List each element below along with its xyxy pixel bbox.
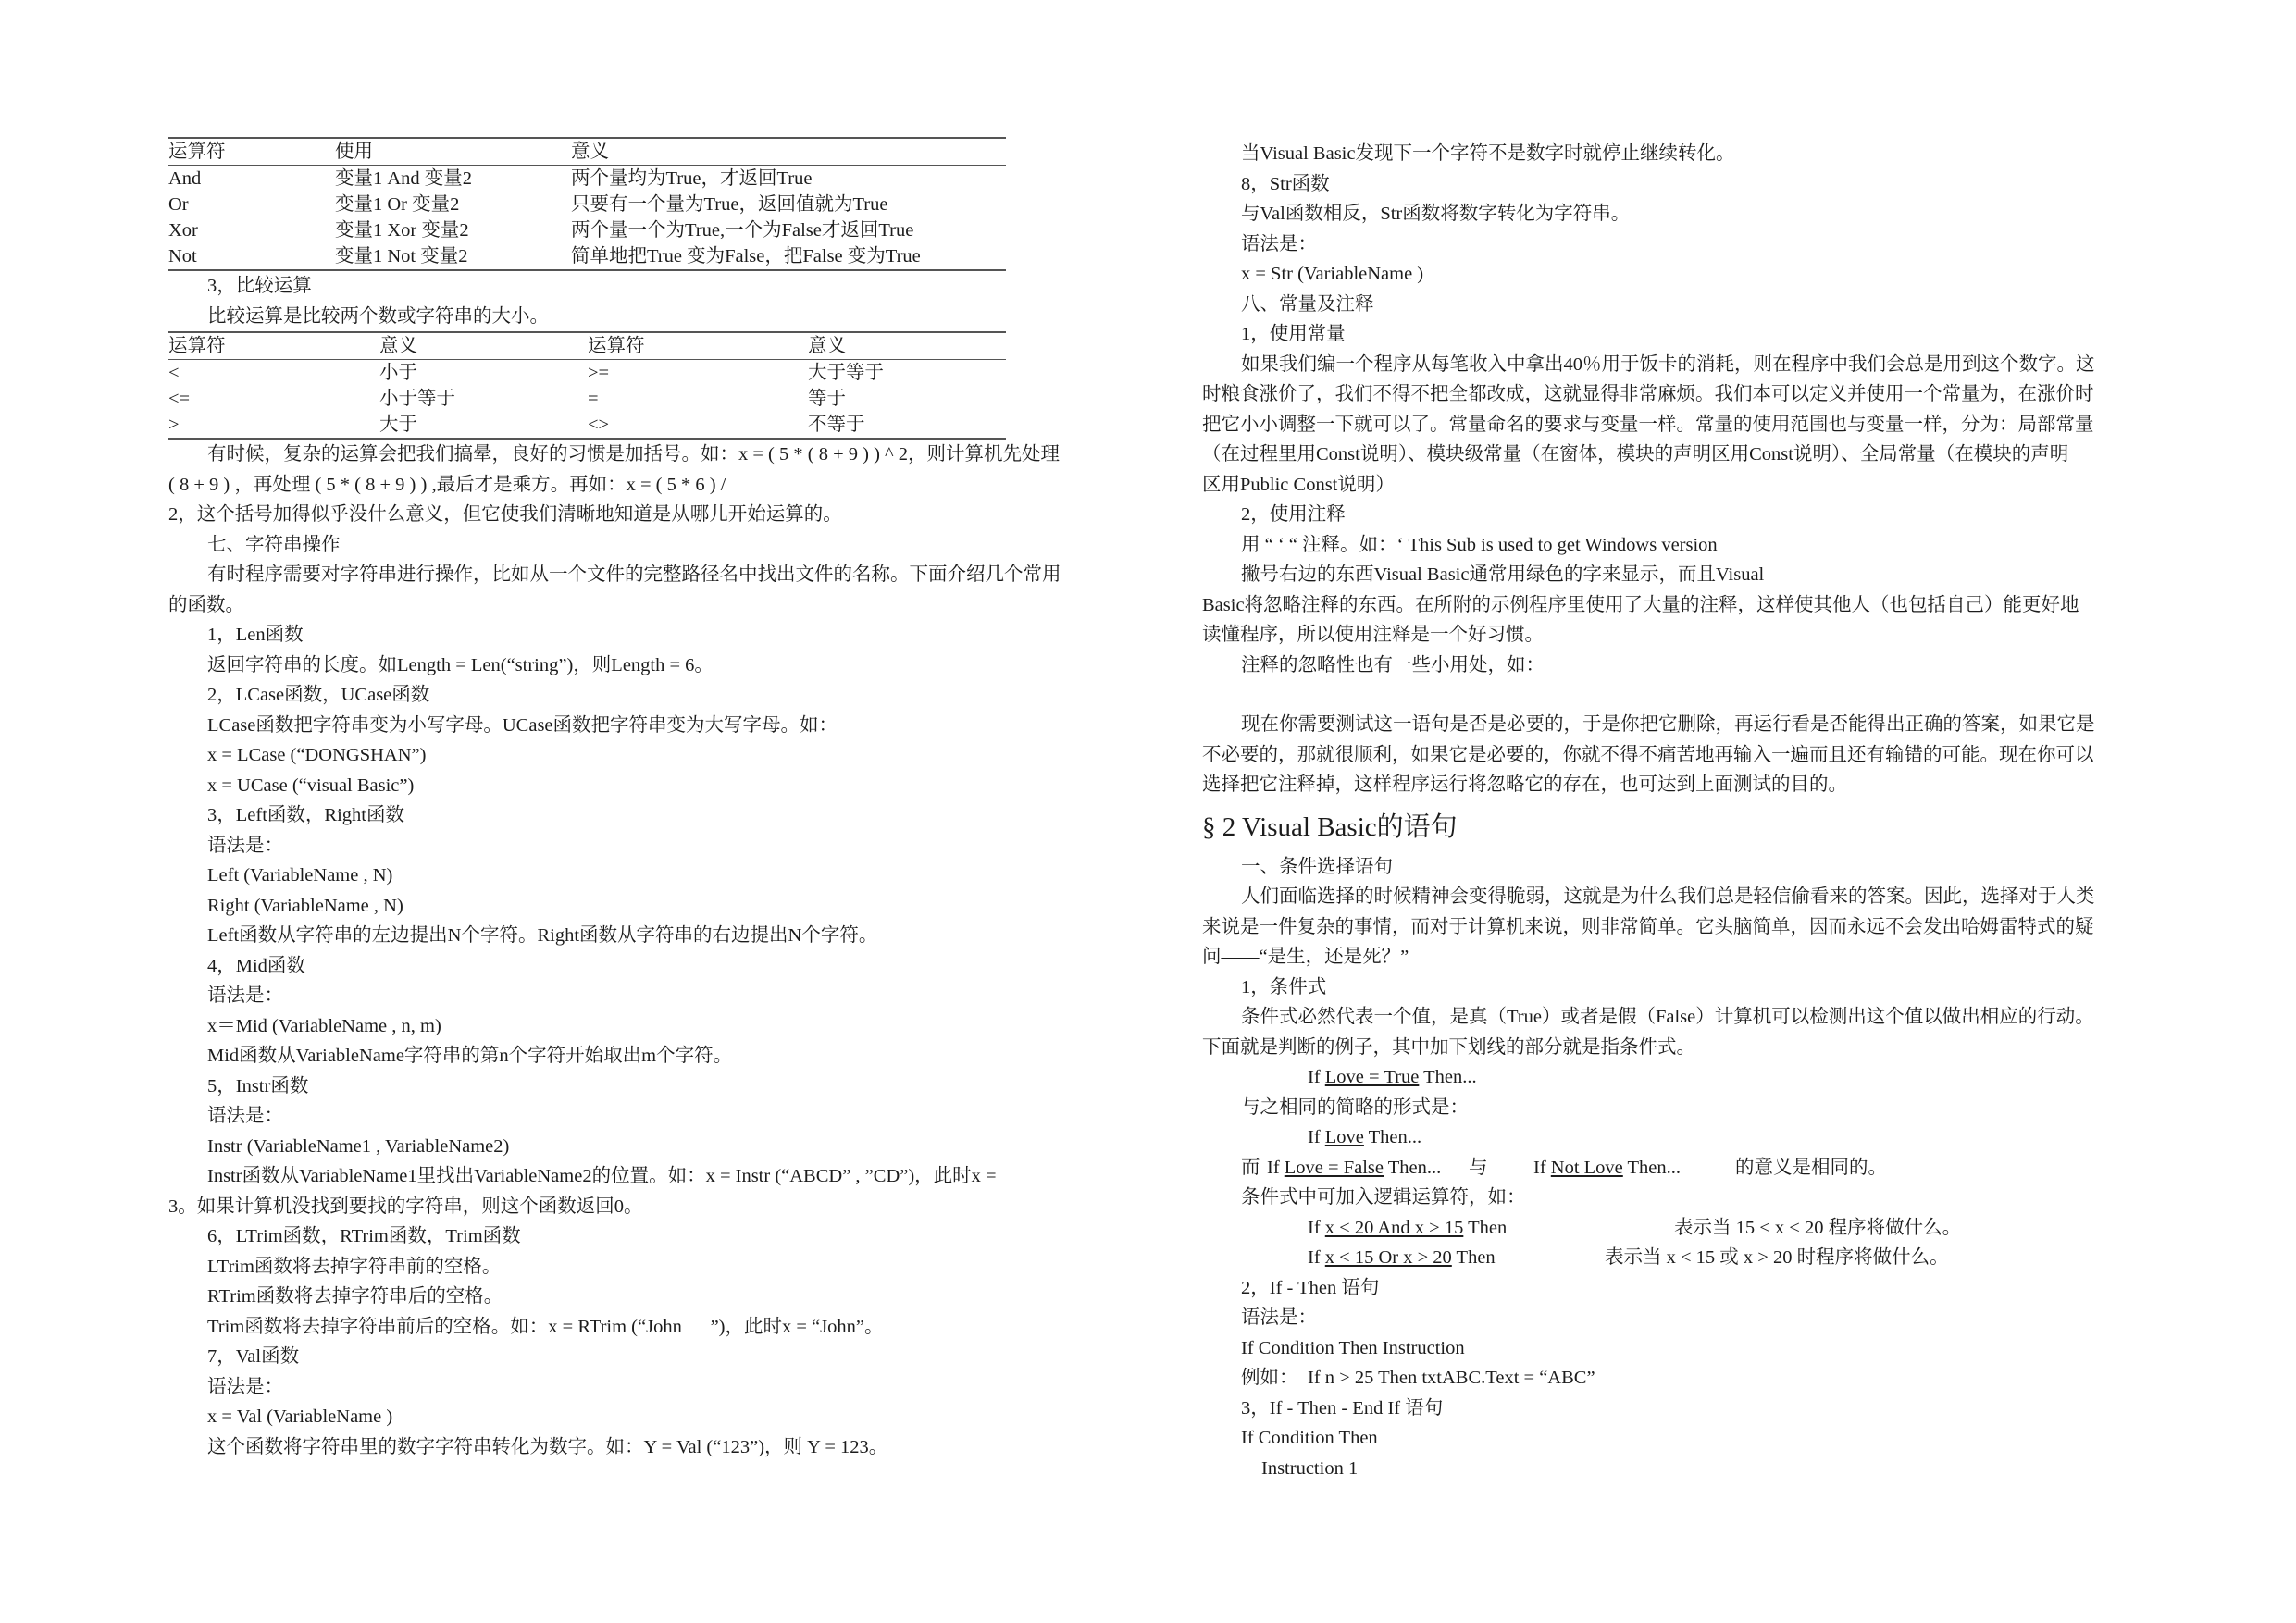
condition-underlined: Love = False: [1284, 1157, 1384, 1178]
table-header: 使用: [335, 138, 571, 166]
paragraph-line: 不必要的，那就很顺利，如果它是必要的，你就不得不痛苦地再输入一遍而且还有输错的可能。现在你可以: [1202, 744, 2094, 765]
code-line: If Condition Then Instruction: [1241, 1337, 1465, 1358]
code-example: [1202, 1062, 2128, 1093]
section-heading: 八、常量及注释: [1241, 293, 1374, 315]
table-row: [168, 243, 1006, 270]
paragraph-line: Basic将忽略注释的东西。在所附的示例程序里使用了大量的注释，这样使其他人（也包括自己）能更好地: [1202, 594, 2079, 615]
table-cell: 两个量一个为True,一个为False才返回True: [571, 220, 914, 241]
paragraph-line: 有时程序需要对字符串进行操作，比如从一个文件的完整路径名中找出文件的名称。下面介绍几个常用: [207, 564, 1061, 585]
paragraph-line: 选择把它注释掉，这样程序运行将忽略它的存在，也可达到上面测试的目的。: [1202, 774, 1847, 795]
table-cell: Not: [168, 246, 197, 266]
code-line: If n > 25 Then txtABC.Text = “ABC”: [1308, 1368, 1595, 1388]
paragraph-line: 返回字符串的长度。如Length = Len(“string”)，则Length = 6。: [207, 654, 714, 675]
code-example: [1202, 1213, 2128, 1244]
table-row: [168, 412, 1006, 439]
paragraph-line: 用 “ ‘ “ 注释。如：‘ This Sub is used to get Windows version: [1241, 534, 1718, 555]
paragraph-line: 撇号右边的东西Visual Basic通常用绿色的字来显示，而且Visual: [1241, 564, 1765, 585]
code-line: x = UCase (“visual Basic”): [207, 774, 415, 796]
code-line: Instruction 1: [1261, 1457, 1359, 1479]
table-cell: Or: [168, 194, 189, 215]
paragraph-line: 如果我们编一个程序从每笔收入中拿出40％用于饭卡的消耗，则在程序中我们会总是用到这个数字。这: [1241, 353, 2095, 375]
table-cell: >=: [588, 363, 610, 383]
code-keyword: If: [1308, 1247, 1325, 1268]
code-line: Right (VariableName , N): [207, 895, 403, 916]
condition-underlined: Love: [1324, 1127, 1364, 1147]
paragraph-line: 与Val函数相反，Str函数将数字转化为字符串。: [1241, 204, 1631, 224]
paragraph-line: 语法是：: [207, 1106, 283, 1126]
table-cell: <: [168, 363, 180, 383]
table-header: 意义: [808, 332, 1006, 360]
paragraph-line: 语法是：: [207, 1376, 283, 1397]
logic-operator-table: [168, 137, 1006, 271]
table-cell: <>: [588, 415, 610, 435]
paragraph-line: 现在你需要测试这一语句是否是必要的，于是你把它删除，再运行看是否能得出正确的答案，如果它是: [1241, 714, 2095, 735]
code-keyword: If: [1308, 1217, 1325, 1238]
condition-underlined: x < 20 And x > 15: [1324, 1217, 1464, 1238]
table-cell: 变量1 Not 变量2: [335, 246, 468, 266]
subheading: 2，If - Then 语句: [1241, 1277, 1380, 1298]
code-example: [1202, 1243, 2128, 1273]
text: 与: [1469, 1157, 1488, 1178]
table-cell: Xor: [168, 220, 198, 241]
left-column: [168, 137, 1126, 1462]
right-column: [1202, 139, 2128, 1483]
blank-line: [1202, 680, 2128, 710]
condition-underlined: x < 15 Or x > 20: [1324, 1247, 1452, 1268]
code-keyword: Then...: [1419, 1067, 1477, 1087]
paragraph-line: 这个函数将字符串里的数字字符串转化为数字。如：Y = Val (“123”)，则 Y = 123。: [207, 1436, 888, 1457]
code-keyword: If: [1308, 1127, 1325, 1147]
paragraph-line: 注释的忽略性也有一些小用处，如：: [1241, 654, 1545, 675]
table-cell: 小于等于: [379, 389, 455, 409]
code-line: x = Val (VariableName ): [207, 1406, 393, 1427]
table-cell: 大于: [379, 415, 417, 435]
paragraph-line: LCase函数把字符串变为小写字母。UCase函数把字符串变为大写字母。如：: [207, 714, 838, 736]
table-header: 运算符: [588, 332, 808, 360]
condition-underlined: Love = True: [1324, 1067, 1420, 1087]
code-keyword: Then: [1451, 1247, 1496, 1268]
text: 例如：: [1241, 1368, 1298, 1388]
table-cell: 变量1 Xor 变量2: [335, 220, 469, 241]
subheading: 6，LTrim函数，RTrim函数，Trim函数: [207, 1226, 521, 1246]
paragraph-line: Instr函数从VariableName1里找出VariableName2的位置。如：x = Instr (“ABCD” , ”CD”)，此时x =: [207, 1166, 997, 1186]
subheading: 5，Instr函数: [207, 1075, 309, 1096]
paragraph-line: 下面就是判断的例子，其中加下划线的部分就是指条件式。: [1202, 1036, 1695, 1058]
table-cell: And: [168, 168, 202, 189]
code-keyword: Then: [1463, 1217, 1508, 1238]
table-cell: <=: [168, 389, 191, 409]
table-row: [168, 192, 1006, 217]
paragraph-line: 把它小小调整一下就可以了。常量命名的要求与变量一样。常量的使用范围也与变量一样，分为：局部常量: [1202, 414, 2094, 435]
table-cell: 简单地把True 变为False，把False 变为True: [571, 246, 921, 266]
paragraph-line: 读懂程序，所以使用注释是一个好习惯。: [1202, 625, 1544, 645]
subheading: 3，If - Then - End If 语句: [1241, 1397, 1444, 1419]
section-heading: 七、字符串操作: [207, 534, 341, 555]
code-example: [1267, 1153, 1441, 1183]
table-cell: 变量1 And 变量2: [335, 168, 473, 189]
code-keyword: Then...: [1622, 1157, 1682, 1178]
subheading: 4，Mid函数: [207, 955, 305, 976]
paragraph-line: 2，这个括号加得似乎没什么意义，但它使我们清晰地知道是从哪儿开始运算的。: [168, 504, 842, 525]
paragraph-line: 的函数。: [168, 594, 244, 615]
paragraph-line: 当Visual Basic发现下一个字符不是数字时就停止继续转化。: [1241, 143, 1735, 164]
code-keyword: If: [1267, 1157, 1285, 1178]
example-line: [1202, 1363, 2128, 1394]
paragraph-line: ( 8 + 9 ) ，再处理 ( 5 * ( 8 + 9 ) ) ,最后才是乘方。再如：x = ( 5 * 6 ) /: [168, 474, 726, 495]
subheading: 1，条件式: [1241, 976, 1327, 997]
paragraph-line: （在过程里用Const说明）、模块级常量（在窗体，模块的声明区用Const说明）、全局常量（在模块的声明: [1202, 444, 2069, 465]
table-header: 意义: [571, 138, 1006, 166]
condition-underlined: Not Love: [1550, 1157, 1623, 1178]
paragraph-line: 比较运算是比较两个数或字符串的大小。: [207, 305, 549, 327]
section-title: § 2 Visual Basic的语句: [1202, 812, 1458, 842]
paragraph-line: 与之相同的简略的形式是：: [1241, 1096, 1469, 1118]
paragraph-line: 语法是：: [207, 835, 283, 856]
paragraph-line: 条件式中可加入逻辑运算符，如：: [1241, 1187, 1526, 1208]
code-example: [1533, 1153, 1681, 1183]
table-cell: =: [588, 389, 599, 409]
subheading: 8，Str函数: [1241, 173, 1330, 194]
code-comparison-line: [1202, 1153, 2128, 1183]
table-header-row: [168, 138, 1006, 166]
table-cell: >: [168, 415, 180, 435]
paragraph-line: RTrim函数将去掉字符串后的空格。: [207, 1286, 503, 1307]
subheading: 2，使用注释: [1241, 504, 1346, 525]
paragraph-line: 时粮食涨价了，我们不得不把全都改成，这就显得非常麻烦。我们本可以定义并使用一个常量为，在涨价时: [1202, 384, 2094, 404]
table-header: 意义: [379, 332, 588, 360]
code-keyword: Then...: [1384, 1157, 1442, 1178]
comparison-operator-table: [168, 331, 1006, 440]
table-cell: 变量1 Or 变量2: [335, 194, 460, 215]
subheading: 1，使用常量: [1241, 324, 1346, 344]
paragraph-line: LTrim函数将去掉字符串前的空格。: [207, 1256, 502, 1277]
code-keyword: If: [1533, 1157, 1551, 1178]
code-line: x＝Mid (VariableName , n, m): [207, 1015, 441, 1036]
paragraph-line: Trim函数将去掉字符串前后的空格。如：x = RTrim (“John ”)，此时x = “John”。: [207, 1316, 884, 1337]
paragraph-line: 语法是：: [207, 985, 283, 1006]
paragraph-line: 语法是：: [1241, 233, 1317, 254]
subheading: 7，Val函数: [207, 1346, 300, 1367]
section-heading: 一、条件选择语句: [1241, 856, 1393, 877]
table-cell: 大于等于: [808, 363, 884, 383]
paragraph-line: Left函数从字符串的左边提出N个字符。Right函数从字符串的右边提出N个字符。: [207, 925, 878, 946]
paragraph-line: 3。如果计算机没找到要找的字符串，则这个函数返回0。: [168, 1196, 643, 1217]
subheading: 3，比较运算: [207, 276, 312, 296]
code-line: x = Str (VariableName ): [1241, 264, 1424, 284]
code-keyword: If: [1308, 1067, 1325, 1087]
table-row: [168, 166, 1006, 192]
paragraph-line: 有时候，复杂的运算会把我们搞晕，良好的习惯是加括号。如：x = ( 5 * ( 8 + 9 ) ) ^ 2，则计算机先处理: [207, 444, 1061, 465]
table-header-row: [168, 332, 1006, 360]
table-header: 运算符: [168, 332, 379, 360]
code-example: [1202, 1122, 2128, 1153]
code-line: If Condition Then: [1241, 1428, 1378, 1448]
table-cell: 不等于: [808, 415, 865, 435]
table-row: [168, 217, 1006, 243]
table-row: [168, 386, 1006, 412]
paragraph-line: 来说是一件复杂的事情，而对于计算机来说，则非常简单。它头脑简单，因而永远不会发出哈姆雷特式的疑: [1202, 916, 2094, 937]
table-row: [168, 360, 1006, 387]
paragraph-line: Mid函数从VariableName字符串的第n个字符开始取出m个字符。: [207, 1046, 733, 1066]
subheading: 1，Len函数: [207, 625, 304, 645]
paragraph-line: 语法是：: [1241, 1307, 1317, 1328]
paragraph-line: 人们面临选择的时候精神会变得脆弱，这就是为什么我们总是轻信偷看来的答案。因此，选择对于人类: [1241, 886, 2095, 907]
code-line: x = LCase (“DONGSHAN”): [207, 745, 427, 765]
example-description: 表示当 15 < x < 20 程序将做什么。: [1674, 1217, 1962, 1238]
code-line: Left (VariableName , N): [207, 865, 393, 886]
subheading: 2，LCase函数，UCase函数: [207, 685, 430, 705]
code-keyword: Then...: [1363, 1127, 1422, 1147]
table-cell: 等于: [808, 389, 846, 409]
subheading: 3，Left函数，Right函数: [207, 805, 404, 825]
table-cell: 小于: [379, 363, 417, 383]
code-line: Instr (VariableName1 , VariableName2): [207, 1135, 510, 1157]
table-cell: 只要有一个量为True，返回值就为True: [571, 194, 888, 215]
text: 的意义是相同的。: [1735, 1157, 1887, 1178]
paragraph-line: 条件式必然代表一个值，是真（True）或者是假（False）计算机可以检测出这个值以做出相应的行动。: [1241, 1007, 2094, 1027]
example-description: 表示当 x < 15 或 x > 20 时程序将做什么。: [1605, 1247, 1949, 1268]
paragraph-line: 问——“是生，还是死？”: [1202, 947, 1409, 967]
table-cell: 两个量均为True，才返回True: [571, 168, 813, 189]
paragraph-line: 区用Public Const说明）: [1202, 474, 1395, 495]
table-header: 运算符: [168, 138, 335, 166]
text: 而: [1241, 1157, 1260, 1178]
